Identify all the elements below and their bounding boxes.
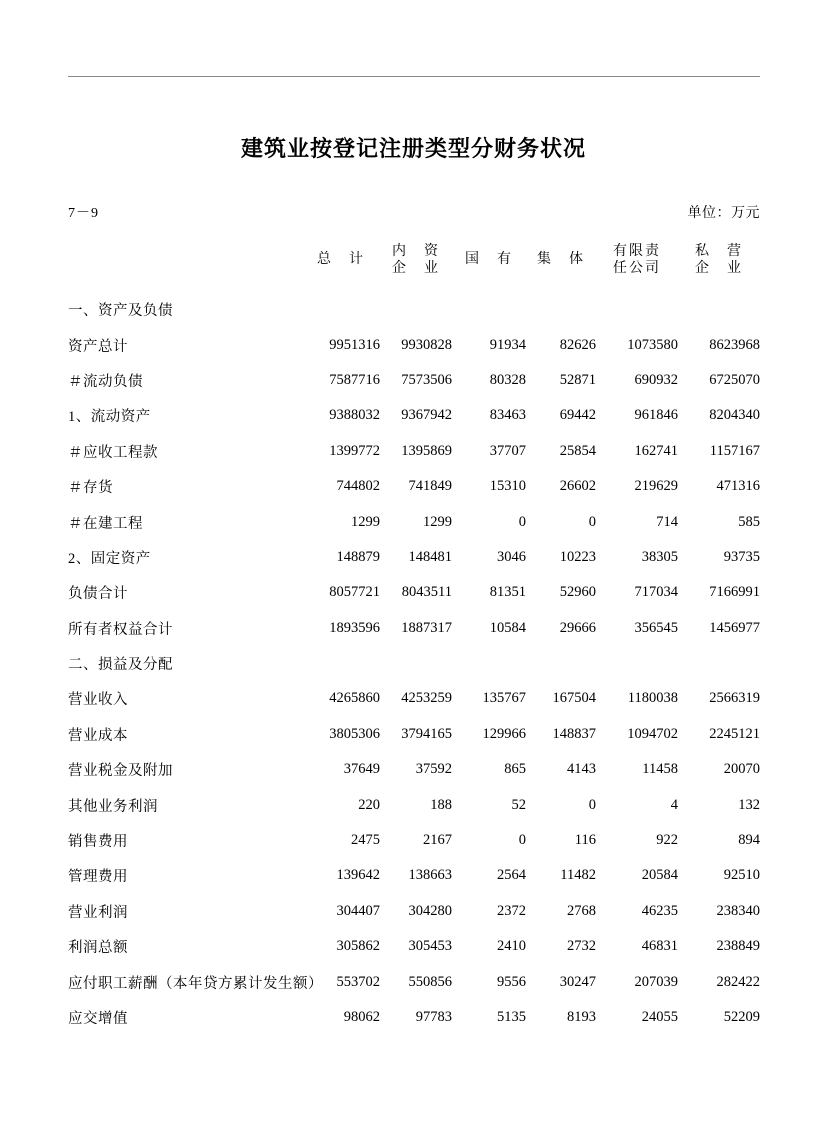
cell-collective: 69442 bbox=[559, 407, 596, 424]
cell-private: 1456977 bbox=[709, 619, 760, 636]
table-row bbox=[68, 717, 760, 752]
cell-total: 139642 bbox=[336, 867, 380, 884]
row-label: 负债合计 bbox=[68, 586, 128, 603]
cell-ltd bbox=[596, 646, 678, 681]
cell-private: 1157167 bbox=[709, 442, 760, 459]
cell-ltd: 1073580 bbox=[627, 336, 678, 353]
cell-ltd: 1094702 bbox=[627, 725, 678, 742]
table-row bbox=[68, 611, 760, 646]
cell-ltd: 207039 bbox=[634, 973, 678, 990]
table-row bbox=[68, 964, 760, 999]
row-label: 利润总额 bbox=[68, 940, 128, 957]
page-title: 建筑业按登记注册类型分财务状况 bbox=[240, 136, 586, 162]
row-label: 营业利润 bbox=[68, 904, 128, 921]
financial-table bbox=[68, 228, 760, 1035]
cell-ltd: 714 bbox=[656, 513, 678, 530]
table-header-row bbox=[68, 228, 760, 292]
cell-ltd: 356545 bbox=[634, 619, 678, 636]
cell-state: 52 bbox=[511, 796, 526, 813]
cell-ltd: 961846 bbox=[634, 407, 678, 424]
table-row bbox=[68, 681, 760, 716]
row-label: 资产总计 bbox=[68, 338, 128, 355]
cell-collective: 26602 bbox=[559, 478, 596, 495]
cell-ltd: 690932 bbox=[634, 371, 678, 388]
cell-collective: 11482 bbox=[560, 867, 596, 884]
cell-collective: 52871 bbox=[559, 371, 596, 388]
table-row bbox=[68, 292, 760, 327]
cell-collective: 2768 bbox=[567, 902, 596, 919]
cell-ltd: 11458 bbox=[642, 761, 678, 778]
cell-ltd: 4 bbox=[670, 796, 678, 813]
cell-private: 238849 bbox=[716, 938, 760, 955]
cell-private: 2245121 bbox=[709, 725, 760, 742]
cell-private: 585 bbox=[738, 513, 760, 530]
cell-collective bbox=[526, 646, 596, 681]
cell-total: 305862 bbox=[336, 938, 380, 955]
cell-total: 7587716 bbox=[329, 371, 380, 388]
cell-private: 282422 bbox=[716, 973, 760, 990]
cell-state: 91934 bbox=[489, 336, 526, 353]
cell-total: 9388032 bbox=[329, 407, 380, 424]
cell-ltd bbox=[596, 292, 678, 327]
cell-domestic: 188 bbox=[430, 796, 452, 813]
table-row bbox=[68, 363, 760, 398]
cell-total bbox=[302, 292, 380, 327]
row-label: 管理费用 bbox=[68, 869, 128, 886]
column-header-total: 总 计 bbox=[317, 252, 365, 268]
cell-collective: 52960 bbox=[559, 584, 596, 601]
table-row bbox=[68, 1000, 760, 1035]
cell-total: 1893596 bbox=[329, 619, 380, 636]
row-label: 二、损益及分配 bbox=[68, 657, 173, 674]
cell-private: 238340 bbox=[716, 902, 760, 919]
column-header-collective: 集 体 bbox=[537, 252, 585, 268]
cell-total: 37649 bbox=[343, 761, 380, 778]
cell-total: 4265860 bbox=[329, 690, 380, 707]
row-label: ＃在建工程 bbox=[68, 515, 143, 532]
row-label: 应交增值 bbox=[68, 1011, 128, 1027]
table-row bbox=[68, 434, 760, 469]
cell-state: 2372 bbox=[497, 902, 526, 919]
cell-ltd: 20584 bbox=[641, 867, 678, 884]
table-row bbox=[68, 398, 760, 433]
cell-private: 2566319 bbox=[709, 690, 760, 707]
cell-ltd: 46831 bbox=[641, 938, 678, 955]
cell-state: 0 bbox=[518, 513, 526, 530]
cell-total: 304407 bbox=[336, 902, 380, 919]
column-header-state: 国 有 bbox=[465, 252, 513, 268]
table-row bbox=[68, 823, 760, 858]
column-header-label bbox=[68, 228, 302, 292]
table-row bbox=[68, 646, 760, 681]
table-number: 7－9 bbox=[68, 206, 99, 221]
cell-ltd: 717034 bbox=[634, 584, 678, 601]
cell-collective: 167504 bbox=[552, 690, 596, 707]
cell-total: 98062 bbox=[343, 1009, 380, 1025]
cell-ltd: 24055 bbox=[641, 1009, 678, 1025]
cell-collective: 82626 bbox=[559, 336, 596, 353]
cell-collective: 0 bbox=[588, 513, 596, 530]
cell-state bbox=[452, 292, 526, 327]
cell-state: 10584 bbox=[489, 619, 526, 636]
cell-state: 135767 bbox=[482, 690, 526, 707]
cell-state: 9556 bbox=[497, 973, 526, 990]
cell-collective: 25854 bbox=[559, 442, 596, 459]
table-row bbox=[68, 929, 760, 964]
cell-private: 471316 bbox=[716, 478, 760, 495]
cell-domestic: 9930828 bbox=[401, 336, 452, 353]
cell-private bbox=[678, 646, 760, 681]
cell-domestic: 2167 bbox=[423, 832, 452, 849]
table-row bbox=[68, 787, 760, 822]
cell-domestic: 3794165 bbox=[401, 725, 452, 742]
cell-ltd: 1180038 bbox=[627, 690, 678, 707]
table-row bbox=[68, 469, 760, 504]
cell-total: 1299 bbox=[351, 513, 380, 530]
cell-collective: 29666 bbox=[559, 619, 596, 636]
cell-domestic: 550856 bbox=[408, 973, 452, 990]
cell-domestic: 9367942 bbox=[401, 407, 452, 424]
cell-total: 553702 bbox=[336, 973, 380, 990]
cell-state: 5135 bbox=[497, 1009, 526, 1025]
cell-state bbox=[452, 646, 526, 681]
cell-total: 3805306 bbox=[329, 725, 380, 742]
row-label: 销售费用 bbox=[68, 834, 128, 851]
cell-state: 37707 bbox=[489, 442, 526, 459]
cell-state: 83463 bbox=[489, 407, 526, 424]
cell-private: 8623968 bbox=[709, 336, 760, 353]
cell-domestic: 148481 bbox=[408, 548, 452, 565]
cell-collective: 8193 bbox=[567, 1009, 596, 1025]
cell-state: 3046 bbox=[497, 548, 526, 565]
cell-private: 7166991 bbox=[709, 584, 760, 601]
cell-total: 9951316 bbox=[329, 336, 380, 353]
cell-private: 132 bbox=[738, 796, 760, 813]
cell-ltd: 219629 bbox=[634, 478, 678, 495]
cell-ltd: 162741 bbox=[634, 442, 678, 459]
cell-private: 8204340 bbox=[709, 407, 760, 424]
table-row bbox=[68, 504, 760, 539]
cell-ltd: 922 bbox=[656, 832, 678, 849]
table-row bbox=[68, 327, 760, 362]
cell-collective: 10223 bbox=[559, 548, 596, 565]
row-label: ＃应收工程款 bbox=[68, 444, 158, 461]
cell-state: 15310 bbox=[489, 478, 526, 495]
table-body bbox=[68, 292, 760, 1035]
cell-domestic: 305453 bbox=[408, 938, 452, 955]
row-label: ＃流动负债 bbox=[68, 373, 143, 390]
cell-collective: 4143 bbox=[567, 761, 596, 778]
column-header-private: 私 营 企 业 bbox=[695, 243, 743, 276]
meta-row bbox=[68, 202, 760, 222]
cell-total: 8057721 bbox=[329, 584, 380, 601]
cell-state: 80328 bbox=[489, 371, 526, 388]
cell-state: 81351 bbox=[489, 584, 526, 601]
row-label: 2、固定资产 bbox=[68, 550, 151, 567]
cell-collective: 2732 bbox=[567, 938, 596, 955]
row-label: 营业收入 bbox=[68, 692, 128, 709]
row-label: 1、流动资产 bbox=[68, 409, 151, 426]
table-row bbox=[68, 894, 760, 929]
cell-state: 865 bbox=[504, 761, 526, 778]
cell-domestic bbox=[380, 292, 452, 327]
cell-state: 0 bbox=[518, 832, 526, 849]
top-divider bbox=[68, 76, 760, 77]
cell-domestic: 4253259 bbox=[401, 690, 452, 707]
row-label: ＃存货 bbox=[68, 480, 113, 497]
cell-collective: 148837 bbox=[552, 725, 596, 742]
cell-private: 93735 bbox=[723, 548, 760, 565]
cell-private: 20070 bbox=[723, 761, 760, 778]
cell-collective bbox=[526, 292, 596, 327]
cell-domestic: 138663 bbox=[408, 867, 452, 884]
cell-domestic: 741849 bbox=[408, 478, 452, 495]
cell-private: 894 bbox=[738, 832, 760, 849]
row-label: 营业成本 bbox=[68, 727, 128, 744]
cell-domestic: 304280 bbox=[408, 902, 452, 919]
cell-total: 744802 bbox=[336, 478, 380, 495]
unit-note: 单位：万元 bbox=[687, 206, 760, 221]
column-header-ltd: 有限责 任公司 bbox=[613, 243, 661, 276]
cell-total: 220 bbox=[358, 796, 380, 813]
cell-state: 2410 bbox=[497, 938, 526, 955]
row-label: 其他业务利润 bbox=[68, 798, 158, 815]
table-row bbox=[68, 540, 760, 575]
cell-collective: 30247 bbox=[559, 973, 596, 990]
cell-total: 2475 bbox=[351, 832, 380, 849]
row-label: 应付职工薪酬（本年贷方累计发生额） bbox=[68, 975, 323, 992]
table-row bbox=[68, 575, 760, 610]
cell-collective: 0 bbox=[588, 796, 596, 813]
cell-private: 52209 bbox=[723, 1009, 760, 1025]
cell-private: 6725070 bbox=[709, 371, 760, 388]
cell-domestic: 37592 bbox=[415, 761, 452, 778]
table-row bbox=[68, 752, 760, 787]
cell-total bbox=[302, 646, 380, 681]
row-label: 所有者权益合计 bbox=[68, 621, 173, 638]
column-header-domestic: 内 资 企 业 bbox=[392, 243, 440, 276]
cell-private bbox=[678, 292, 760, 327]
cell-domestic: 8043511 bbox=[401, 584, 452, 601]
cell-state: 129966 bbox=[482, 725, 526, 742]
table-row bbox=[68, 858, 760, 893]
cell-domestic: 1887317 bbox=[401, 619, 452, 636]
cell-total: 148879 bbox=[336, 548, 380, 565]
cell-state: 2564 bbox=[497, 867, 526, 884]
row-label: 营业税金及附加 bbox=[68, 763, 173, 780]
row-label: 一、资产及负债 bbox=[68, 303, 173, 320]
cell-private: 92510 bbox=[723, 867, 760, 884]
cell-total: 1399772 bbox=[329, 442, 380, 459]
cell-ltd: 38305 bbox=[641, 548, 678, 565]
cell-domestic: 97783 bbox=[415, 1009, 452, 1025]
cell-domestic bbox=[380, 646, 452, 681]
cell-domestic: 1299 bbox=[423, 513, 452, 530]
cell-domestic: 7573506 bbox=[401, 371, 452, 388]
cell-ltd: 46235 bbox=[641, 902, 678, 919]
cell-collective: 116 bbox=[574, 832, 596, 849]
cell-domestic: 1395869 bbox=[401, 442, 452, 459]
